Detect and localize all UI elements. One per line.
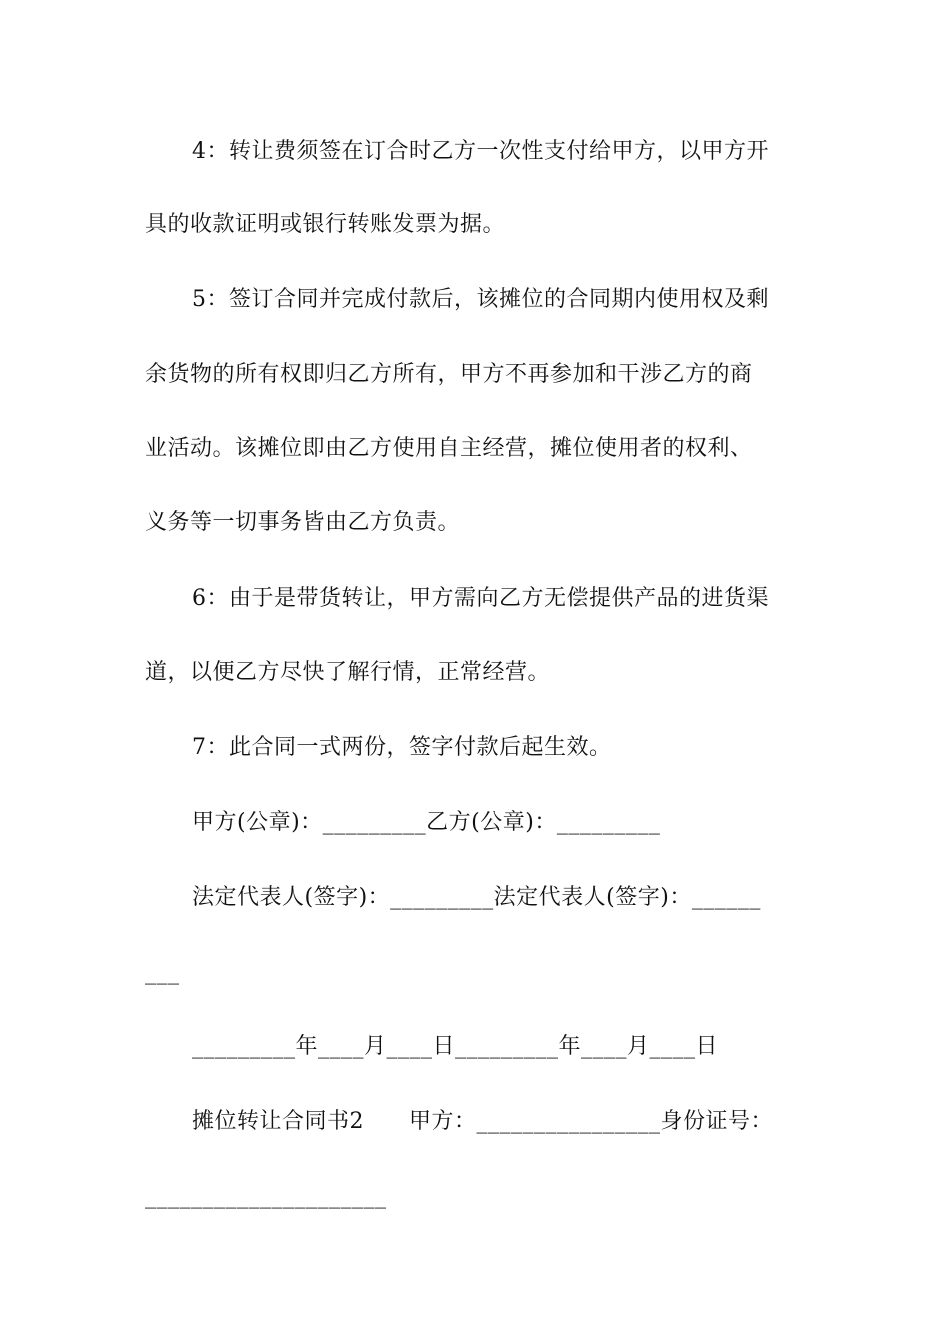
contract-2-heading-line: 摊位转让合同书2 甲方：________________身份证号： — [192, 1109, 773, 1134]
clause-7-line: 7：此合同一式两份，签字付款后起生效。 — [192, 735, 612, 760]
clause-6-line-2: 道，以便乙方尽快了解行情，正常经营。 — [145, 660, 551, 685]
clause-4-line-2: 具的收款证明或银行转账发票为据。 — [145, 212, 506, 237]
date-line: _________年____月____日_________年____月____日 — [192, 1034, 719, 1059]
clause-5-line-4: 义务等一切事务皆由乙方负责。 — [145, 510, 461, 535]
clause-6-line-1: 6：由于是带货转让，甲方需向乙方无偿提供产品的进货渠 — [192, 586, 769, 611]
id-number-blank-line: _____________________ — [145, 1184, 387, 1209]
clause-4-line-1: 4：转让费须签在订合时乙方一次性支付给甲方，以甲方开 — [192, 139, 769, 164]
clause-5-line-1: 5：签订合同并完成付款后，该摊位的合同期内使用权及剩 — [192, 287, 769, 312]
clause-5-line-2: 余货物的所有权即归乙方所有，甲方不再参加和干涉乙方的商 — [145, 362, 753, 387]
clause-5-line-3: 业活动。该摊位即由乙方使用自主经营，摊位使用者的权利、 — [145, 436, 753, 461]
representative-line-continued: ___ — [145, 960, 180, 985]
seal-line: 甲方(公章)：_________乙方(公章)：_________ — [192, 810, 661, 835]
representative-line: 法定代表人(签字)：_________法定代表人(签字)：______ — [192, 885, 761, 910]
